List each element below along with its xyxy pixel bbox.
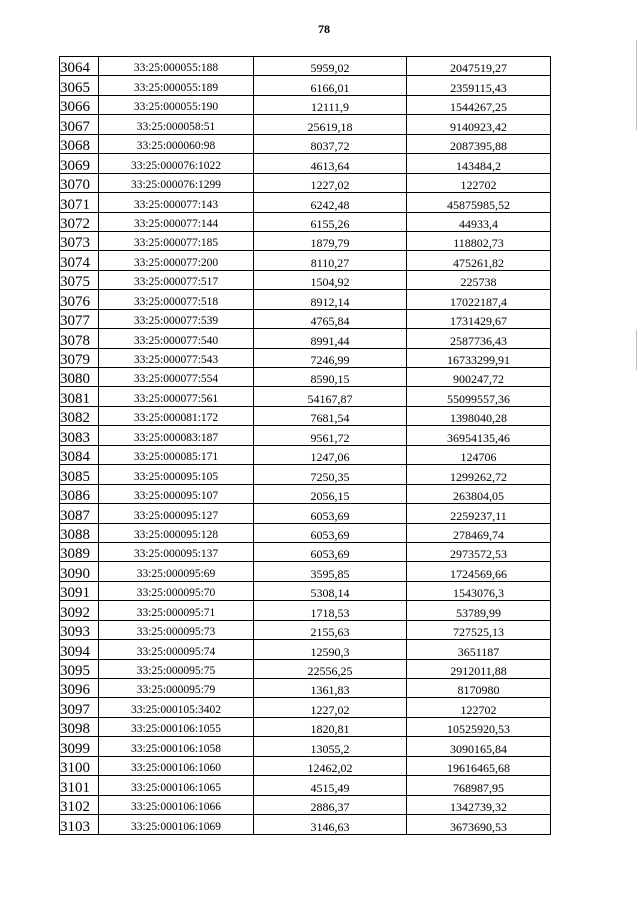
- cadastral-number-cell: 33:25:000095:128: [99, 523, 254, 542]
- table-row: [60, 173, 551, 192]
- row-number-cell: 3096: [60, 679, 99, 698]
- row-number-cell: 3064: [60, 57, 99, 76]
- row-number-cell: 3086: [60, 484, 99, 503]
- area-cell: 4515,49: [254, 776, 407, 795]
- row-number-cell: 3077: [60, 309, 99, 328]
- table-row: [60, 368, 551, 387]
- value-cell: 475261,82: [407, 251, 551, 270]
- table-row: [60, 484, 551, 503]
- cadastral-number-cell: 33:25:000106:1060: [99, 756, 254, 775]
- cadastral-number-cell: 33:25:000077:144: [99, 212, 254, 231]
- table-row: [60, 465, 551, 484]
- value-cell: 225738: [407, 270, 551, 289]
- value-cell: 263804,05: [407, 484, 551, 503]
- cadastral-number-cell: 33:25:000106:1065: [99, 776, 254, 795]
- table-row: [60, 134, 551, 153]
- cadastral-number-cell: 33:25:000095:69: [99, 562, 254, 581]
- table-row: [60, 329, 551, 348]
- table-row: [60, 445, 551, 464]
- area-cell: 6166,01: [254, 76, 407, 95]
- row-number-cell: 3090: [60, 562, 99, 581]
- value-cell: 1544267,25: [407, 95, 551, 114]
- value-cell: 3673690,53: [407, 815, 551, 834]
- value-cell: 55099557,36: [407, 387, 551, 406]
- cadastral-number-cell: 33:25:000081:172: [99, 406, 254, 425]
- table-row: [60, 659, 551, 678]
- value-cell: 1543076,3: [407, 581, 551, 600]
- area-cell: 2056,15: [254, 484, 407, 503]
- row-number-cell: 3075: [60, 270, 99, 289]
- cadastral-number-cell: 33:25:000060:98: [99, 134, 254, 153]
- value-cell: 17022187,4: [407, 290, 551, 309]
- row-number-cell: 3074: [60, 251, 99, 270]
- row-number-cell: 3103: [60, 815, 99, 834]
- value-cell: 278469,74: [407, 523, 551, 542]
- area-cell: 13055,2: [254, 737, 407, 756]
- row-number-cell: 3068: [60, 134, 99, 153]
- area-cell: 4765,84: [254, 309, 407, 328]
- row-number-cell: 3088: [60, 523, 99, 542]
- cadastral-number-cell: 33:25:000095:73: [99, 620, 254, 639]
- cadastral-number-cell: 33:25:000095:127: [99, 504, 254, 523]
- row-number-cell: 3082: [60, 406, 99, 425]
- value-cell: 143484,2: [407, 154, 551, 173]
- value-cell: 122702: [407, 173, 551, 192]
- row-number-cell: 3102: [60, 795, 99, 814]
- row-number-cell: 3083: [60, 426, 99, 445]
- cadastral-number-cell: 33:25:000077:143: [99, 193, 254, 212]
- table-row: [60, 756, 551, 775]
- table-row: [60, 57, 551, 76]
- value-cell: 727525,13: [407, 620, 551, 639]
- cadastral-number-cell: 33:25:000077:539: [99, 309, 254, 328]
- area-cell: 6155,26: [254, 212, 407, 231]
- area-cell: 8590,15: [254, 368, 407, 387]
- row-number-cell: 3072: [60, 212, 99, 231]
- row-number-cell: 3067: [60, 115, 99, 134]
- area-cell: 54167,87: [254, 387, 407, 406]
- row-number-cell: 3093: [60, 620, 99, 639]
- table-row: [60, 737, 551, 756]
- cadastral-number-cell: 33:25:000077:540: [99, 329, 254, 348]
- table-row: [60, 815, 551, 834]
- area-cell: 6053,69: [254, 523, 407, 542]
- table-row: [60, 620, 551, 639]
- table-row: [60, 717, 551, 736]
- table-row: [60, 504, 551, 523]
- cadastral-number-cell: 33:25:000077:561: [99, 387, 254, 406]
- table-row: [60, 270, 551, 289]
- row-number-cell: 3071: [60, 193, 99, 212]
- cadastral-number-cell: 33:25:000106:1058: [99, 737, 254, 756]
- row-number-cell: 3084: [60, 445, 99, 464]
- scan-edge-mark: [636, 330, 637, 370]
- cadastral-number-cell: 33:25:000055:189: [99, 76, 254, 95]
- value-cell: 122702: [407, 698, 551, 717]
- cadastral-number-cell: 33:25:000095:70: [99, 581, 254, 600]
- cadastral-number-cell: 33:25:000105:3402: [99, 698, 254, 717]
- area-cell: 12590,3: [254, 640, 407, 659]
- table-body: [60, 57, 551, 835]
- value-cell: 3090165,84: [407, 737, 551, 756]
- cadastral-number-cell: 33:25:000076:1299: [99, 173, 254, 192]
- value-cell: 3651187: [407, 640, 551, 659]
- value-cell: 45875985,52: [407, 193, 551, 212]
- area-cell: 9561,72: [254, 426, 407, 445]
- row-number-cell: 3087: [60, 504, 99, 523]
- cadastral-number-cell: 33:25:000095:137: [99, 542, 254, 561]
- table-row: [60, 426, 551, 445]
- cadastral-number-cell: 33:25:000077:543: [99, 348, 254, 367]
- table-row: [60, 76, 551, 95]
- area-cell: 8991,44: [254, 329, 407, 348]
- row-number-cell: 3069: [60, 154, 99, 173]
- page-number: 78: [318, 22, 330, 36]
- area-cell: 7681,54: [254, 406, 407, 425]
- area-cell: 1227,02: [254, 698, 407, 717]
- row-number-cell: 3092: [60, 601, 99, 620]
- table-row: [60, 95, 551, 114]
- table-row: [60, 231, 551, 250]
- area-cell: 1504,92: [254, 270, 407, 289]
- value-cell: 768987,95: [407, 776, 551, 795]
- cadastral-number-cell: 33:25:000106:1069: [99, 815, 254, 834]
- value-cell: 2912011,88: [407, 659, 551, 678]
- area-cell: 5959,02: [254, 57, 407, 76]
- area-cell: 6053,69: [254, 542, 407, 561]
- value-cell: 2973572,53: [407, 542, 551, 561]
- value-cell: 900247,72: [407, 368, 551, 387]
- row-number-cell: 3091: [60, 581, 99, 600]
- table-row: [60, 348, 551, 367]
- table-row: [60, 309, 551, 328]
- cadastral-number-cell: 33:25:000106:1055: [99, 717, 254, 736]
- area-cell: 3595,85: [254, 562, 407, 581]
- area-cell: 3146,63: [254, 815, 407, 834]
- cadastral-number-cell: 33:25:000058:51: [99, 115, 254, 134]
- area-cell: 1879,79: [254, 231, 407, 250]
- table-row: [60, 523, 551, 542]
- area-cell: 8110,27: [254, 251, 407, 270]
- cadastral-number-cell: 33:25:000077:518: [99, 290, 254, 309]
- cadastral-number-cell: 33:25:000106:1066: [99, 795, 254, 814]
- value-cell: 53789,99: [407, 601, 551, 620]
- row-number-cell: 3080: [60, 368, 99, 387]
- cadastral-number-cell: 33:25:000055:190: [99, 95, 254, 114]
- table-row: [60, 679, 551, 698]
- cadastral-number-cell: 33:25:000095:71: [99, 601, 254, 620]
- row-number-cell: 3101: [60, 776, 99, 795]
- area-cell: 22556,25: [254, 659, 407, 678]
- area-cell: 4613,64: [254, 154, 407, 173]
- row-number-cell: 3085: [60, 465, 99, 484]
- cadastral-number-cell: 33:25:000095:105: [99, 465, 254, 484]
- row-number-cell: 3098: [60, 717, 99, 736]
- value-cell: 1731429,67: [407, 309, 551, 328]
- area-cell: 1361,83: [254, 679, 407, 698]
- row-number-cell: 3070: [60, 173, 99, 192]
- area-cell: 2155,63: [254, 620, 407, 639]
- value-cell: 1299262,72: [407, 465, 551, 484]
- area-cell: 8912,14: [254, 290, 407, 309]
- value-cell: 2087395,88: [407, 134, 551, 153]
- row-number-cell: 3078: [60, 329, 99, 348]
- value-cell: 2259237,11: [407, 504, 551, 523]
- cadastral-number-cell: 33:25:000085:171: [99, 445, 254, 464]
- table-row: [60, 542, 551, 561]
- table-row: [60, 154, 551, 173]
- value-cell: 36954135,46: [407, 426, 551, 445]
- cadastral-number-cell: 33:25:000083:187: [99, 426, 254, 445]
- value-cell: 10525920,53: [407, 717, 551, 736]
- parcel-table: [59, 56, 551, 835]
- value-cell: 2047519,27: [407, 57, 551, 76]
- cadastral-number-cell: 33:25:000077:200: [99, 251, 254, 270]
- value-cell: 1398040,28: [407, 406, 551, 425]
- area-cell: 5308,14: [254, 581, 407, 600]
- row-number-cell: 3094: [60, 640, 99, 659]
- row-number-cell: 3079: [60, 348, 99, 367]
- area-cell: 1247,06: [254, 445, 407, 464]
- value-cell: 2359115,43: [407, 76, 551, 95]
- scan-edge-mark: [636, 40, 637, 130]
- cadastral-number-cell: 33:25:000076:1022: [99, 154, 254, 173]
- row-number-cell: 3095: [60, 659, 99, 678]
- cadastral-number-cell: 33:25:000077:554: [99, 368, 254, 387]
- value-cell: 8170980: [407, 679, 551, 698]
- area-cell: 12111,9: [254, 95, 407, 114]
- row-number-cell: 3076: [60, 290, 99, 309]
- value-cell: 2587736,43: [407, 329, 551, 348]
- table-row: [60, 562, 551, 581]
- table-row: [60, 115, 551, 134]
- area-cell: 7250,35: [254, 465, 407, 484]
- row-number-cell: 3100: [60, 756, 99, 775]
- value-cell: 118802,73: [407, 231, 551, 250]
- area-cell: 25619,18: [254, 115, 407, 134]
- value-cell: 19616465,68: [407, 756, 551, 775]
- cadastral-number-cell: 33:25:000095:79: [99, 679, 254, 698]
- area-cell: 7246,99: [254, 348, 407, 367]
- table-row: [60, 581, 551, 600]
- cadastral-number-cell: 33:25:000055:188: [99, 57, 254, 76]
- cadastral-number-cell: 33:25:000095:74: [99, 640, 254, 659]
- value-cell: 9140923,42: [407, 115, 551, 134]
- cadastral-number-cell: 33:25:000095:107: [99, 484, 254, 503]
- cadastral-number-cell: 33:25:000095:75: [99, 659, 254, 678]
- row-number-cell: 3089: [60, 542, 99, 561]
- area-cell: 2886,37: [254, 795, 407, 814]
- area-cell: 8037,72: [254, 134, 407, 153]
- row-number-cell: 3065: [60, 76, 99, 95]
- table-row: [60, 795, 551, 814]
- area-cell: 6053,69: [254, 504, 407, 523]
- table-row: [60, 193, 551, 212]
- value-cell: 44933,4: [407, 212, 551, 231]
- value-cell: 16733299,91: [407, 348, 551, 367]
- table-row: [60, 406, 551, 425]
- table-row: [60, 251, 551, 270]
- row-number-cell: 3066: [60, 95, 99, 114]
- cadastral-number-cell: 33:25:000077:185: [99, 231, 254, 250]
- table-row: [60, 387, 551, 406]
- table-row: [60, 601, 551, 620]
- area-cell: 1820,81: [254, 717, 407, 736]
- row-number-cell: 3073: [60, 231, 99, 250]
- area-cell: 1227,02: [254, 173, 407, 192]
- row-number-cell: 3099: [60, 737, 99, 756]
- row-number-cell: 3097: [60, 698, 99, 717]
- table-row: [60, 698, 551, 717]
- area-cell: 1718,53: [254, 601, 407, 620]
- table-row: [60, 212, 551, 231]
- value-cell: 1724569,66: [407, 562, 551, 581]
- value-cell: 124706: [407, 445, 551, 464]
- value-cell: 1342739,32: [407, 795, 551, 814]
- table-row: [60, 290, 551, 309]
- cadastral-number-cell: 33:25:000077:517: [99, 270, 254, 289]
- row-number-cell: 3081: [60, 387, 99, 406]
- area-cell: 12462,02: [254, 756, 407, 775]
- table-row: [60, 776, 551, 795]
- area-cell: 6242,48: [254, 193, 407, 212]
- table-row: [60, 640, 551, 659]
